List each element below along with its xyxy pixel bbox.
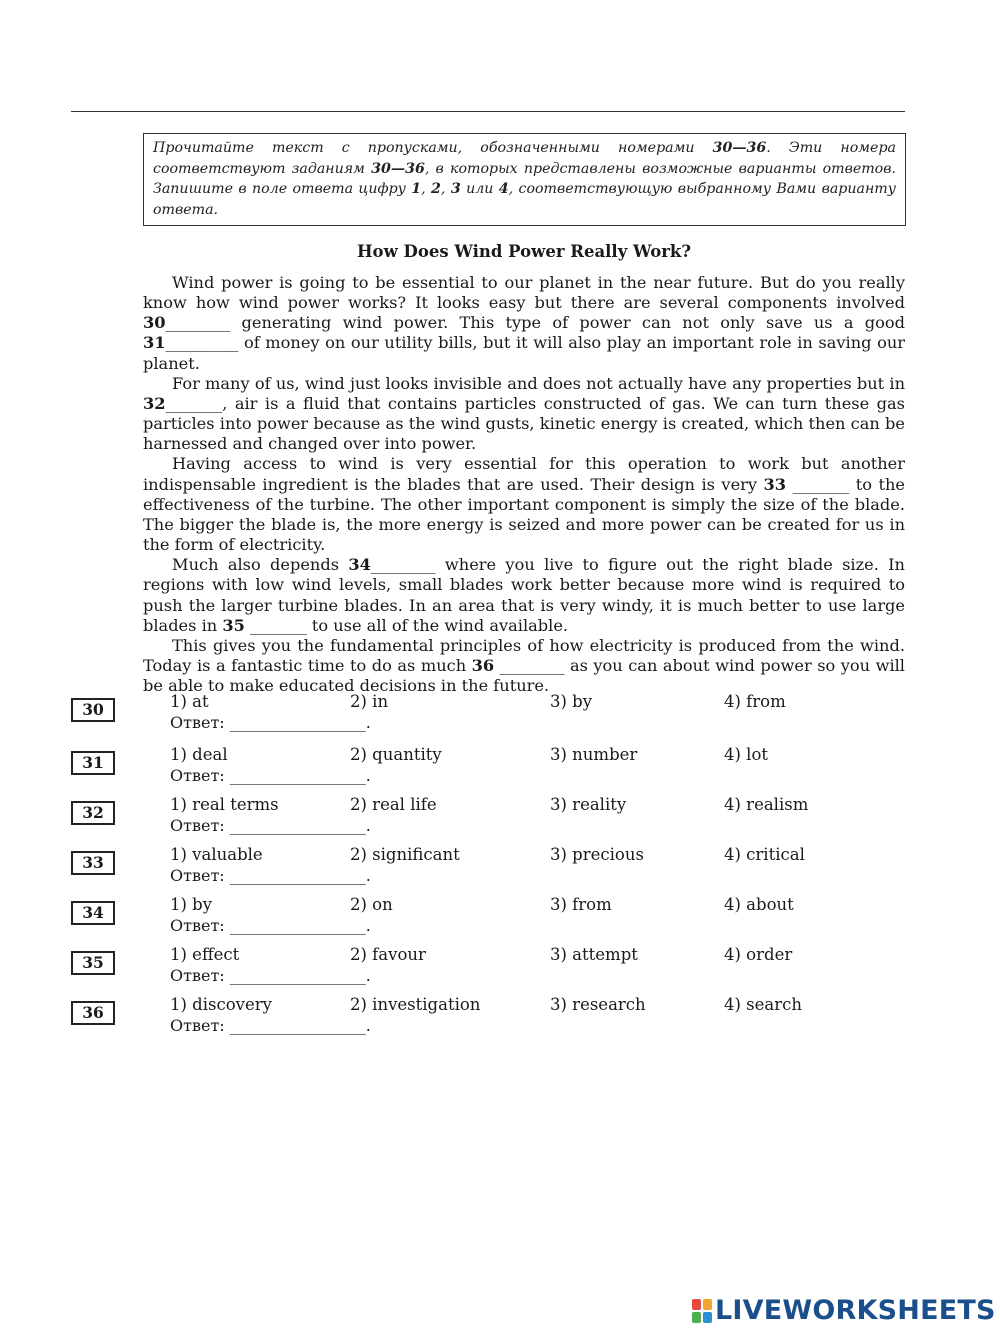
answer-field[interactable]: Ответ: _________________. (170, 966, 371, 985)
instructions-separator: или (460, 181, 499, 197)
task-34 (71, 895, 905, 941)
instructions-digit: 1 (411, 181, 422, 197)
answer-field[interactable]: Ответ: _________________. (170, 713, 371, 732)
task-number-box: 34 (71, 901, 115, 925)
task-31 (71, 745, 905, 791)
passage-text: _______ to use all of the wind available. (244, 615, 569, 635)
option-4[interactable]: 4) search (724, 995, 803, 1014)
task-33 (71, 845, 905, 891)
instructions-separator: , (440, 181, 451, 197)
passage-text: ________ generating wind power. This type of power can not only save us a good (165, 313, 905, 333)
option-3[interactable]: 3) attempt (550, 945, 638, 964)
paragraph-2 (143, 374, 905, 455)
logo-block-d (703, 1312, 712, 1323)
passage-text: _________ of money on our utility bills, but it will also play an important role in saving our planet. (143, 333, 905, 373)
instructions-text: . Эти номера соответствуют заданиям (153, 140, 896, 177)
task-30 (71, 692, 905, 738)
passage-text: For many of us, wind just looks invisible and does not actually have any properties but in (172, 373, 905, 393)
passage-text: Having access to wind is very essential for this operation to work but another indispensable ingredient is the blades that are used. Their design is very (143, 454, 905, 494)
passage-text: This gives you the fundamental principles of how electricity is produced from the wind. Today is a fantastic time to do as much (143, 635, 905, 675)
liveworksheets-brand[interactable] (692, 1294, 996, 1328)
passage-text: ________ where you live to figure out the right blade size. In regions with low wind levels, small blades work better because more wind is required to push the larger turbine blades. In an area that is very windy, it is much better to use large blades in (143, 555, 905, 635)
option-3[interactable]: 3) reality (550, 795, 627, 814)
instructions-range: 30—36 (712, 140, 767, 156)
answer-field[interactable]: Ответ: _________________. (170, 816, 371, 835)
passage-text: _______, air is a fluid that contains particles constructed of gas. We can turn these gas particles into power because as the wind gusts, kinetic energy is created, which then can be harnessed and changed over into power. (143, 393, 905, 454)
gap-33: 33 (763, 474, 787, 494)
task-number-box: 35 (71, 951, 115, 975)
option-3[interactable]: 3) from (550, 895, 612, 914)
option-4[interactable]: 4) critical (724, 845, 805, 864)
gap-32: 32 (143, 393, 166, 413)
option-2[interactable]: 2) on (350, 895, 393, 914)
task-35 (71, 945, 905, 991)
paragraph-3 (143, 454, 905, 555)
paragraph-5 (143, 636, 905, 696)
task-32 (71, 795, 905, 841)
option-3[interactable]: 3) by (550, 692, 593, 711)
option-4[interactable]: 4) realism (724, 795, 809, 814)
gap-30: 30 (143, 313, 166, 333)
option-3[interactable]: 3) number (550, 745, 638, 764)
instructions-digit: 4 (498, 181, 509, 197)
option-3[interactable]: 3) precious (550, 845, 644, 864)
option-2[interactable]: 2) significant (350, 845, 460, 864)
task-number-box: 30 (71, 698, 115, 722)
task-number-box: 36 (71, 1001, 115, 1025)
option-4[interactable]: 4) about (724, 895, 794, 914)
option-4[interactable]: 4) from (724, 692, 786, 711)
option-4[interactable]: 4) lot (724, 745, 769, 764)
option-1[interactable]: 1) real terms (170, 795, 279, 814)
passage-text: Wind power is going to be essential to our planet in the near future. But do you really know how wind power works? It looks easy but there are several components involved (143, 273, 905, 313)
task-36 (71, 995, 905, 1041)
option-3[interactable]: 3) research (550, 995, 646, 1014)
option-2[interactable]: 2) quantity (350, 745, 442, 764)
passage-title: How Does Wind Power Really Work? (356, 242, 692, 261)
logo-block-b (703, 1299, 712, 1310)
instructions-digit: 3 (450, 181, 461, 197)
paragraph-4 (143, 555, 905, 636)
answer-field[interactable]: Ответ: _________________. (170, 866, 371, 885)
task-number-box: 31 (71, 751, 115, 775)
gap-34: 34 (348, 555, 371, 575)
option-1[interactable]: 1) at (170, 692, 209, 711)
option-1[interactable]: 1) deal (170, 745, 228, 764)
option-2[interactable]: 2) favour (350, 945, 426, 964)
liveworksheets-logo-icon (692, 1299, 712, 1323)
passage-text: _______ to the effectiveness of the turbine. The other important component is simply the size of the blade. The bigger the blade is, the more energy is seized and more power can be created for us in the form of electricity. (143, 474, 905, 555)
logo-block-c (692, 1312, 701, 1323)
option-2[interactable]: 2) investigation (350, 995, 481, 1014)
passage-text: ________ as you can about wind power so you will be able to make educated decisions in the future. (143, 655, 905, 696)
brand-text: LIVEWORKSHEETS (715, 1295, 996, 1326)
paragraph-1 (143, 273, 905, 374)
gap-31: 31 (143, 333, 166, 353)
logo-block-a (692, 1299, 701, 1310)
option-1[interactable]: 1) by (170, 895, 213, 914)
option-2[interactable]: 2) real life (350, 795, 437, 814)
gap-35: 35 (222, 615, 245, 635)
instructions-text: , в которых представлены возможные варианты ответов. Запишите в поле ответа цифру (153, 160, 896, 197)
task-number-box: 33 (71, 851, 115, 875)
instructions-box (143, 133, 906, 226)
option-1[interactable]: 1) discovery (170, 995, 272, 1014)
passage (143, 273, 905, 696)
option-2[interactable]: 2) in (350, 692, 389, 711)
option-1[interactable]: 1) valuable (170, 845, 263, 864)
top-rule (71, 111, 905, 112)
instructions-digit: 2 (431, 181, 441, 197)
option-4[interactable]: 4) order (724, 945, 793, 964)
answer-field[interactable]: Ответ: _________________. (170, 916, 371, 935)
instructions-text: , соответствующую выбранному Вами варианту ответа. (153, 181, 896, 218)
option-1[interactable]: 1) effect (170, 945, 240, 964)
answer-field[interactable]: Ответ: _________________. (170, 1016, 371, 1035)
instructions-range: 30—36 (371, 160, 425, 177)
gap-36: 36 (471, 655, 495, 675)
task-number-box: 32 (71, 801, 115, 825)
instructions-text: Прочитайте текст с пропусками, обозначенными номерами (153, 140, 713, 156)
instructions-separator: , (421, 181, 432, 197)
answer-field[interactable]: Ответ: _________________. (170, 766, 371, 785)
passage-text: Much also depends (172, 555, 349, 575)
